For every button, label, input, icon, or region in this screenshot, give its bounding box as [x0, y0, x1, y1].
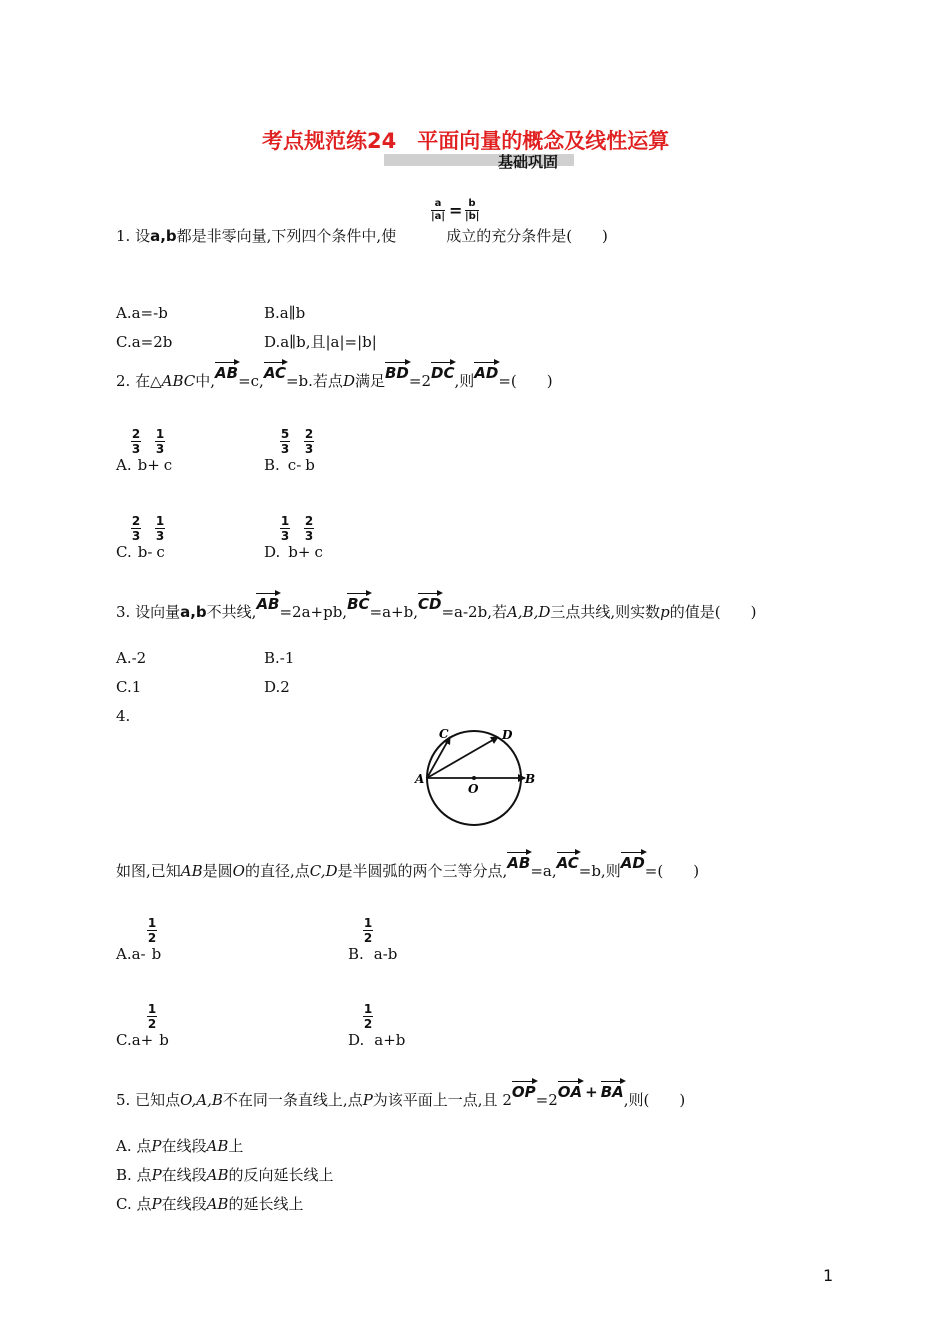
vector-ba: BA — [600, 1083, 624, 1101]
q5-option-b[interactable]: B. 点P在线段AB的反向延长线上 — [116, 1166, 334, 1184]
page-title: 考点规范练24 平面向量的概念及线性运算 — [262, 129, 670, 153]
vector-ad: AD — [620, 854, 645, 872]
fraction: $\frac{2}{3}$ — [304, 427, 314, 456]
question-4-number: 4. — [116, 707, 131, 725]
page-number: 1 — [823, 1266, 834, 1285]
label-b: B — [525, 772, 536, 786]
vector-cd: CD — [418, 595, 442, 613]
vector-ad: AD — [474, 364, 499, 382]
fraction: $\frac{1}{2}$ — [147, 1002, 157, 1031]
q3-option-d[interactable]: D.2 — [264, 678, 290, 696]
fraction: $\frac{1}{2}$ — [147, 916, 157, 945]
fraction: $\frac{1}{3}$ — [155, 514, 165, 543]
vector-bc: BC — [347, 595, 370, 613]
label-o: O — [468, 782, 479, 796]
vector-ab: AB — [215, 364, 239, 382]
vector-ab: AB — [507, 854, 531, 872]
fraction: $\frac{2}{3}$ — [304, 514, 314, 543]
fraction: $\frac{5}{3}$ — [280, 427, 290, 456]
vector-op: OP — [511, 1083, 536, 1101]
center-point — [472, 776, 476, 780]
label-a: A — [415, 772, 425, 786]
fraction-b-over-norm-b: $\frac{b}{|b|}$ — [465, 198, 480, 222]
q1-option-d[interactable]: D.a∥b,且|a|=|b| — [264, 333, 377, 351]
question-2-stem: 2. 在△ABC中,AB=c,AC=b.若点D满足BD=2DC,则AD=( ) — [116, 364, 553, 390]
fraction: $\frac{2}{3}$ — [131, 427, 141, 456]
question-3-stem: 3. 设向量a,b不共线,AB=2a+pb,BC=a+b,CD=a-2b,若A,B,D三点共线,则实数p的值是( ) — [116, 595, 757, 621]
question-1-stem: 1. 设a,b都是非零向量,下列四个条件中,使 成立的充分条件是( ) — [116, 227, 608, 245]
vector-bd: BD — [384, 364, 409, 382]
fraction-a-over-norm-a: $\frac{a}{|a|}$ — [431, 198, 446, 222]
q3-option-a[interactable]: A.-2 — [116, 649, 147, 667]
q5-option-a[interactable]: A. 点P在线段AB上 — [116, 1137, 244, 1155]
fraction: $\frac{1}{2}$ — [363, 916, 373, 945]
question-5-stem: 5. 已知点O,A,B不在同一条直线上,点P为该平面上一点,且 2OP=2OA + BA,则( ) — [116, 1083, 686, 1109]
question-4-stem: 如图,已知AB是圆O的直径,点C,D是半圆弧的两个三等分点,AB=a,AC=b,则AD=( ) — [116, 854, 700, 880]
q1-option-a[interactable]: A.a=-b — [116, 304, 168, 322]
label-c: C — [439, 727, 449, 741]
vector-ac: AC — [556, 854, 579, 872]
section-subtitle: 基础巩固 — [498, 153, 559, 171]
fraction: $\frac{1}{3}$ — [155, 427, 165, 456]
label-d: D — [502, 728, 513, 742]
vector-ac: AC — [263, 364, 286, 382]
q1-option-c[interactable]: C.a=2b — [116, 333, 173, 351]
q5-option-c[interactable]: C. 点P在线段AB的延长线上 — [116, 1195, 304, 1213]
circle-figure — [410, 722, 540, 834]
vector-dc: DC — [431, 364, 455, 382]
q3-option-c[interactable]: C.1 — [116, 678, 142, 696]
fraction: $\frac{1}{2}$ — [363, 1002, 373, 1031]
q1-option-b[interactable]: B.a∥b — [264, 304, 306, 322]
equals-sign: = — [449, 201, 463, 220]
fraction: $\frac{2}{3}$ — [131, 514, 141, 543]
fraction: $\frac{1}{3}$ — [280, 514, 290, 543]
vector-oa: OA — [557, 1083, 583, 1101]
q3-option-b[interactable]: B.-1 — [264, 649, 295, 667]
vector-ab: AB — [256, 595, 280, 613]
